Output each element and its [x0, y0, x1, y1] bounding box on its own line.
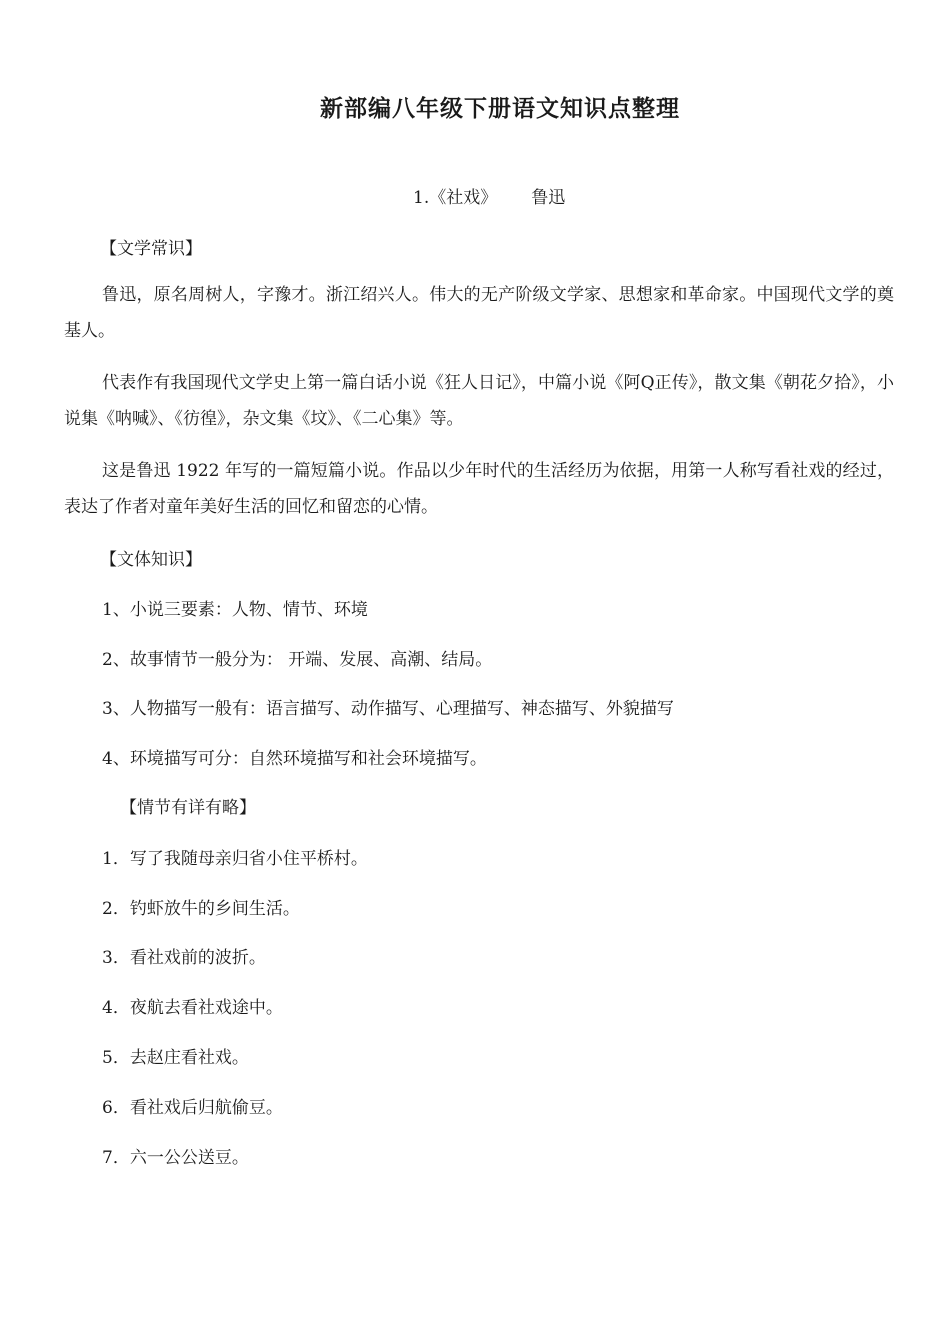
paragraph-author-intro: 鲁迅，原名周树人，字豫才。浙江绍兴人。伟大的无产阶级文学家、思想家和革命家。中国现代文学的奠基人。: [64, 285, 894, 341]
list-item: 1．写了我随母亲归省小住平桥村。: [102, 849, 368, 869]
chapter-heading: [413, 183, 565, 208]
chapter-title: 1.《社戏》: [413, 188, 498, 208]
list-item: 2、故事情节一般分为： 开端、发展、高潮、结局。: [102, 650, 493, 670]
section-heading-genre-knowledge: 【文体知识】: [100, 550, 202, 570]
list-item: 3、人物描写一般有：语言描写、动作描写、心理描写、神态描写、外貌描写: [102, 699, 674, 719]
list-item: 5．去赵庄看社戏。: [102, 1048, 249, 1068]
list-item: 1、小说三要素：人物、情节、环境: [102, 600, 368, 620]
paragraph-representative-works: 代表作有我国现代文学史上第一篇白话小说《狂人日记》，中篇小说《阿Q正传》，散文集《朝花夕拾》，小说集《呐喊》、《彷徨》，杂文集《坟》、《二心集》等。: [64, 373, 894, 429]
list-item: 2．钓虾放牛的乡间生活。: [102, 899, 300, 919]
chapter-author: 鲁迅: [531, 188, 566, 208]
section-heading-literary-knowledge: 【文学常识】: [100, 239, 202, 259]
list-item: 7．六一公公送豆。: [102, 1148, 249, 1168]
list-item: 4、环境描写可分：自然环境描写和社会环境描写。: [102, 749, 487, 769]
section-heading-plot: 【情节有详有略】: [120, 798, 256, 818]
list-item: 6．看社戏后归航偷豆。: [102, 1098, 283, 1118]
document-title: 新部编八年级下册语文知识点整理: [320, 95, 680, 122]
list-item: 4．夜航去看社戏途中。: [102, 998, 283, 1018]
paragraph-work-summary: 这是鲁迅 1922 年写的一篇短篇小说。作品以少年时代的生活经历为依据，用第一人称写看社戏的经过，表达了作者对童年美好生活的回忆和留恋的心情。: [64, 461, 894, 517]
list-item: 3．看社戏前的波折。: [102, 948, 266, 968]
